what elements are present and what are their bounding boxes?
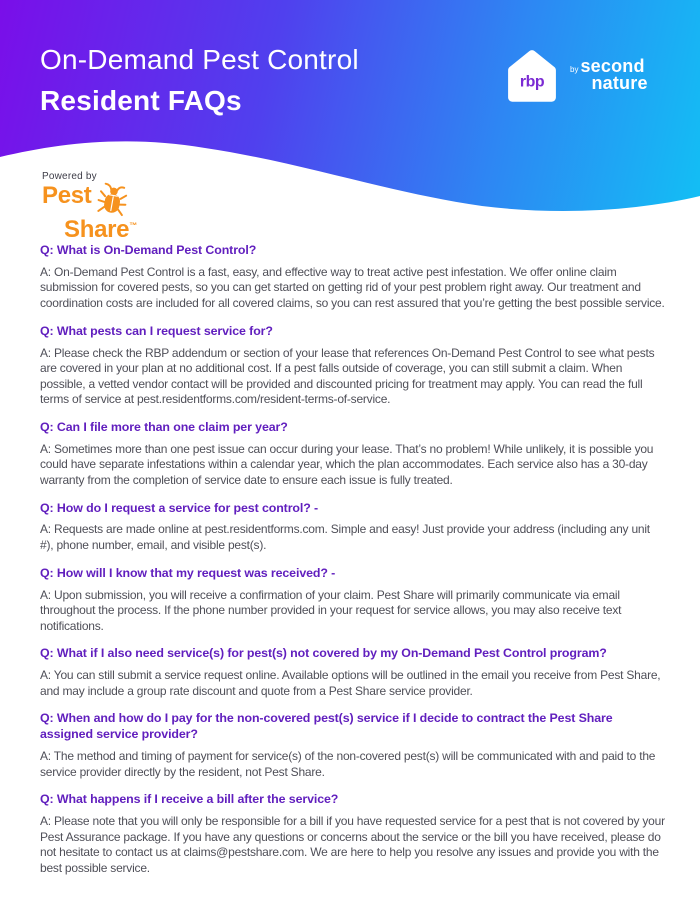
faq-question: Q: What happens if I receive a bill after the service? [40, 792, 339, 807]
faq-item-1 [40, 243, 666, 312]
share-word-row [64, 218, 137, 242]
faq-item-7 [40, 711, 666, 780]
second-nature-text [580, 55, 648, 93]
faq-answer: A: Sometimes more than one pest issue can occur during your lease. That’s no problem! While unlikely, it is possible you could have separate infestations within a calendar year, which the plan accommodates. Each service also has a 30-day warranty from the completion of service date to ensure each issue is fully treated. [40, 441, 654, 487]
faq-item-2 [40, 324, 666, 408]
pest-word: Pest [42, 182, 92, 209]
by-label: by [570, 64, 579, 74]
faq-item-8 [40, 792, 666, 876]
faq-answer: A: The method and timing of payment for service(s) of the non-covered pest(s) will be communicated with and paid to the service provider directly by the resident, not Pest Share. [40, 749, 656, 779]
faq-answer: A: Please check the RBP addendum or section of your lease that references On-Demand Pest Control to see what pests are covered in your plan at no additional cost. If a pest falls outside of coverage, you can still submit a claim. When possible, a vetted vendor contact will be provided and discounted pricing for treatment may apply. You can read the full terms of service at pest.residentforms.com/resident-terms-of-service. [40, 345, 655, 407]
faq-item-6 [40, 646, 666, 699]
rbp-second-nature-logo [502, 42, 648, 108]
share-word: Share [64, 216, 130, 243]
brand-line-1: second [580, 55, 645, 76]
faq-question: Q: When and how do I pay for the non-covered pest(s) service if I decide to contract the Pest Share assigned service provider? [40, 711, 613, 742]
faq-question: Q: How will I know that my request was received? - [40, 565, 336, 580]
faq-answer: A: Upon submission, you will receive a confirmation of your claim. Pest Share will primarily communicate via email throughout the process. If the phone number provided in your request for service allows, you may also receive text notifications. [40, 587, 622, 633]
faq-list [40, 243, 666, 877]
faq-answer: A: On-Demand Pest Control is a fast, easy, and effective way to treat active pest infestation. We offer online claim submission for covered pests, so you can get started on getting rid of your pest problem right away. Our treatment and coordination costs are included for all covered claims, so you can rest assured that you’re getting the best possible service. [40, 264, 665, 311]
faq-answer: A: Requests are made online at pest.residentforms.com. Simple and easy! Just provide your address (including any unit #), phone number, email, and visible pest(s). [40, 522, 650, 553]
bug-icon [97, 181, 130, 221]
faq-question: Q: Can I file more than one claim per year? [40, 419, 288, 434]
faq-item-4 [40, 501, 666, 554]
brand-line-2: nature [591, 73, 648, 93]
faq-question: Q: What pests can I request service for? [40, 323, 273, 338]
trademark-symbol: ™ [129, 221, 137, 230]
title-line-2: Resident FAQs [40, 85, 242, 116]
faq-question: Q: What is On-Demand Pest Control? [40, 243, 257, 257]
title-line-1: On-Demand Pest Control [40, 44, 359, 75]
faq-item-3 [40, 420, 666, 489]
faq-question: Q: How do I request a service for pest control? - [40, 500, 319, 515]
faq-answer: A: Please note that you will only be responsible for a bill if you have requested service for a pest that is not covered by your Pest Assurance package. If you have any questions or concerns about the service or the bill you have received, please do not hesitate to contact us at claims@pestshare.com. We are here to help you resolve any issues and provide you with the best possible service. [40, 814, 665, 875]
page-title [40, 44, 359, 117]
rbp-house-icon [502, 42, 562, 108]
second-nature-wordmark [570, 55, 648, 93]
faq-answer: A: You can still submit a service request online. Available options will be outlined in the email you receive from Pest Share, and may include a group rate discount and quote from a Pest Share service provider. [40, 668, 661, 698]
faq-question: Q: What if I also need service(s) for pest(s) not covered by my On-Demand Pest Control program? [40, 646, 607, 661]
powered-by-label: Powered by [42, 171, 97, 182]
pest-share-logo [42, 171, 137, 242]
svg-text:rbp: rbp [519, 73, 545, 91]
faq-item-5 [40, 566, 666, 635]
